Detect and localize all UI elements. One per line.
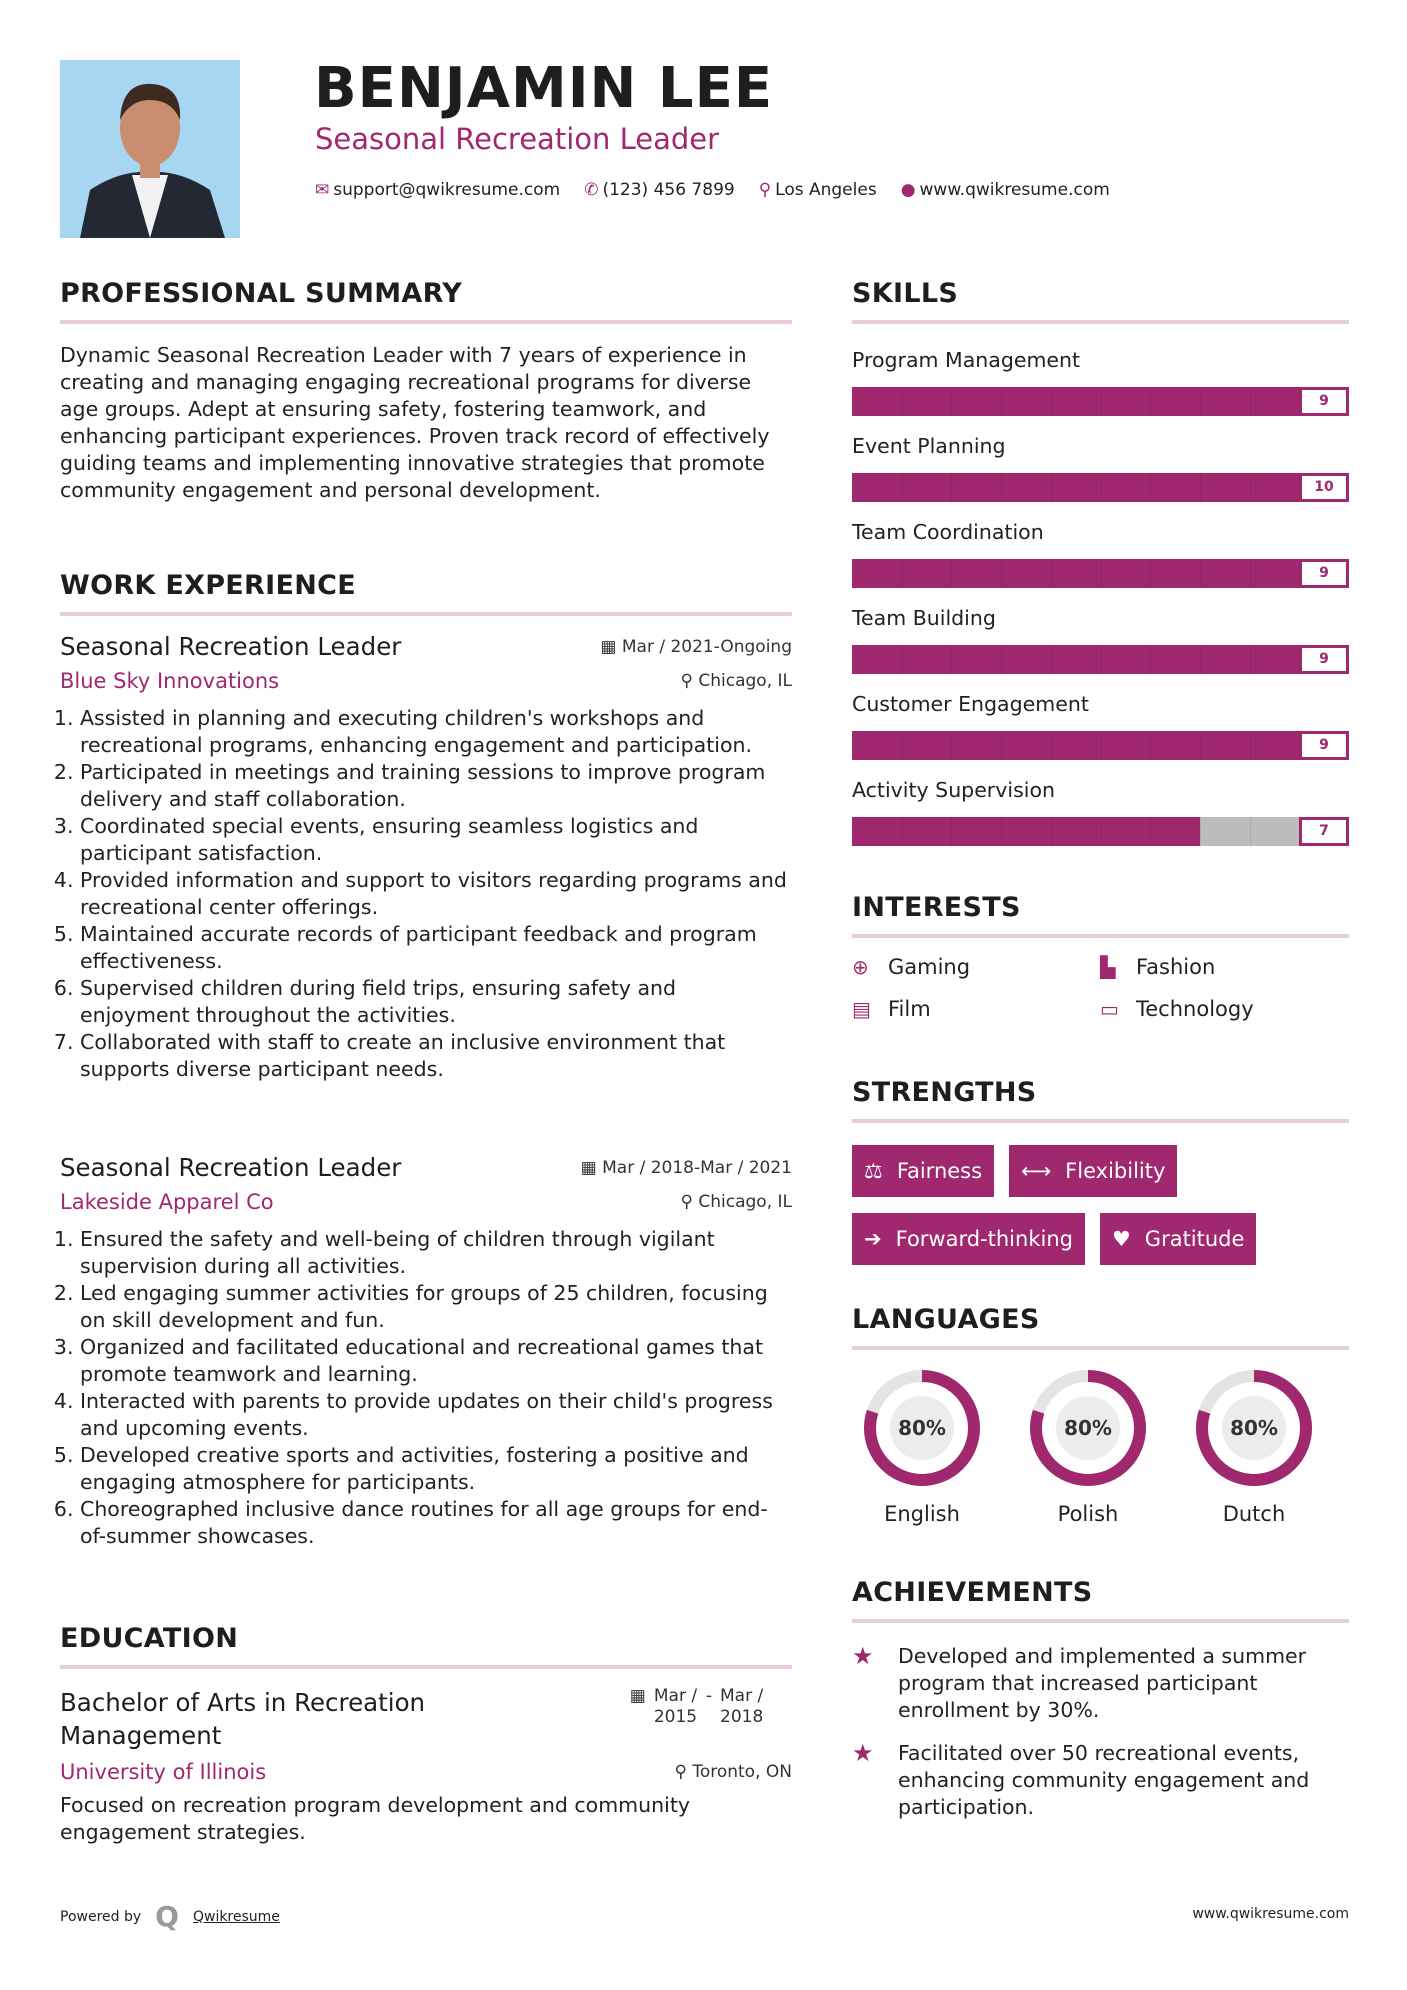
skill-bar-segment <box>951 559 952 588</box>
job-location: Chicago, IL <box>698 671 792 691</box>
list-item: 4. Interacted with parents to provide updates on their child's progress and upcoming events. <box>80 1388 792 1442</box>
powered-by-label: Powered by <box>60 1908 142 1925</box>
edu-description: Focused on recreation program development and community engagement strategies. <box>60 1793 690 1844</box>
date-separator: - <box>705 1686 712 1706</box>
skill-bar-segment <box>1001 387 1002 416</box>
achievement-text: Developed and implemented a summer program that increased participant enrollment by 30%. <box>898 1644 1307 1722</box>
divider <box>60 320 792 324</box>
language-name: English <box>884 1502 960 1526</box>
divider <box>60 1665 792 1669</box>
skill-value: 9 <box>1299 387 1349 416</box>
skill-name: Customer Engagement <box>852 692 1089 716</box>
education-heading: EDUCATION <box>60 1623 239 1654</box>
shooting-star-icon: ★ <box>852 1739 874 1767</box>
skill-bar <box>852 559 1349 588</box>
skill-bar-segment <box>1299 731 1300 760</box>
skill-bar-segment <box>1250 817 1251 846</box>
candidate-title: Seasonal Recreation Leader <box>315 122 720 156</box>
summary-text: Dynamic Seasonal Recreation Leader with 7 years of experience in creating and managing engaging recreational programs for diverse age groups. Adept at ensuring safety, fostering teamwork, and enhancing participant experiences. Proven track record of effectively guiding teams and implementing innovative strategies that promote community engagement and personal development. <box>60 343 770 502</box>
skill-bar-segment <box>1200 473 1201 502</box>
profile-photo <box>60 60 240 238</box>
interest-item <box>1100 997 1348 1021</box>
skill-bar-segment <box>951 473 952 502</box>
skill-bar-segment <box>1200 559 1201 588</box>
skill-bar-segment <box>1150 387 1151 416</box>
calendar-icon: ▦ <box>600 636 622 657</box>
skill-bar-fill <box>852 387 1299 416</box>
list-item: 1. Assisted in planning and executing children's workshops and recreational programs, enhancing engagement and participation. <box>80 705 792 759</box>
contact-bar <box>315 180 1124 200</box>
divider <box>60 612 792 616</box>
interest-label: Fashion <box>1136 955 1216 979</box>
interests-list <box>852 955 1349 1021</box>
skill-bar-fill <box>852 645 1299 674</box>
email[interactable]: support@qwikresume.com <box>333 180 561 200</box>
strength-badge <box>852 1213 1085 1265</box>
language-percent: 80% <box>1064 1416 1112 1440</box>
skill-value: 7 <box>1299 817 1349 846</box>
skill-value: 9 <box>1299 559 1349 588</box>
skill-bar-segment <box>1001 473 1002 502</box>
skill-name: Activity Supervision <box>852 778 1055 802</box>
list-item: 1. Ensured the safety and well-being of children through vigilant supervision during all activities. <box>80 1226 792 1280</box>
skill-bar-segment <box>902 559 903 588</box>
job-title: Seasonal Recreation Leader <box>60 632 402 661</box>
skill-bar-segment <box>1250 473 1251 502</box>
skill-bar <box>852 645 1349 674</box>
skill-bar-fill <box>852 731 1299 760</box>
location: Los Angeles <box>775 180 877 200</box>
degree: Bachelor of Arts in Recreation Management <box>60 1688 426 1750</box>
skill-bar-segment <box>902 473 903 502</box>
language-item <box>1184 1366 1324 1526</box>
skill-item <box>852 686 1349 760</box>
strength-badge <box>852 1145 994 1197</box>
footer-website[interactable]: www.qwikresume.com <box>1192 1906 1349 1922</box>
skill-name: Team Coordination <box>852 520 1044 544</box>
skill-item <box>852 600 1349 674</box>
skill-bar-segment <box>1051 559 1052 588</box>
skill-bar-segment <box>1001 559 1002 588</box>
edu-end: Mar / 2018 <box>720 1686 764 1727</box>
skill-bar-segment <box>1250 645 1251 674</box>
skill-value: 9 <box>1299 731 1349 760</box>
language-name: Polish <box>1057 1502 1119 1526</box>
skill-bar-segment <box>1001 645 1002 674</box>
skill-value: 9 <box>1299 645 1349 674</box>
skill-bar-segment <box>1051 387 1052 416</box>
brand-link[interactable]: Qwikresume <box>192 1908 280 1925</box>
skill-item <box>852 342 1349 416</box>
pin-icon: ⚲ <box>680 1192 699 1212</box>
language-percent: 80% <box>1230 1416 1278 1440</box>
pin-icon: ⚲ <box>674 1762 693 1782</box>
skill-bar-segment <box>1051 473 1052 502</box>
skill-bar-fill <box>852 817 1200 846</box>
shopping-bag-icon: ▙ <box>1100 955 1116 979</box>
job-date: Mar / 2018-Mar / 2021 <box>602 1157 792 1178</box>
list-item: 3. Coordinated special events, ensuring seamless logistics and participant satisfaction. <box>80 813 792 867</box>
skill-bar-segment <box>951 817 952 846</box>
skills-heading: SKILLS <box>852 278 959 309</box>
language-name: Dutch <box>1222 1502 1286 1526</box>
achievements-heading: ACHIEVEMENTS <box>852 1577 1093 1608</box>
divider <box>852 1619 1349 1623</box>
list-item: 6. Supervised children during field trips, ensuring safety and enjoyment throughout the activities. <box>80 975 792 1029</box>
strength-label: Gratitude <box>1144 1227 1245 1251</box>
skill-bar-segment <box>1150 817 1151 846</box>
arrows-h-icon: ⟷ <box>1021 1159 1052 1183</box>
divider <box>852 1346 1349 1350</box>
interests-heading: INTERESTS <box>852 892 1021 923</box>
job-entry <box>60 1153 792 1550</box>
envelope-icon: ✉ <box>315 180 330 200</box>
skill-bar-segment <box>902 645 903 674</box>
skill-bar-segment <box>902 731 903 760</box>
strength-label: Flexibility <box>1065 1159 1166 1183</box>
list-item: 5. Maintained accurate records of participant feedback and program effectiveness. <box>80 921 792 975</box>
skill-bar-segment <box>1299 645 1300 674</box>
laptop-icon: ▭ <box>1100 997 1119 1021</box>
languages-heading: LANGUAGES <box>852 1304 1040 1335</box>
skill-name: Program Management <box>852 348 1081 372</box>
language-item <box>1018 1366 1158 1526</box>
heart-icon: ♥ <box>1111 1227 1131 1251</box>
skill-bar-segment <box>1101 559 1102 588</box>
interest-item <box>852 997 1100 1021</box>
pin-icon: ⚲ <box>680 671 699 691</box>
skill-bar-segment <box>1051 645 1052 674</box>
skill-bar-segment <box>1101 817 1102 846</box>
list-item: 2. Participated in meetings and training sessions to improve program delivery and staff collaboration. <box>80 759 792 813</box>
shooting-star-icon: ★ <box>852 1642 874 1670</box>
phone[interactable]: (123) 456 7899 <box>602 180 735 200</box>
strength-badge <box>1009 1145 1177 1197</box>
skill-bar-segment <box>951 645 952 674</box>
achievements-list <box>852 1643 1349 1837</box>
school: University of Illinois <box>60 1760 267 1784</box>
skill-bar-segment <box>1150 731 1151 760</box>
skill-bar-segment <box>902 817 903 846</box>
achievement-item <box>852 1740 1349 1821</box>
edu-start: Mar / 2015 <box>653 1686 698 1727</box>
map-marker-icon: ⚲ <box>758 180 772 200</box>
skill-bar-segment <box>1299 817 1300 846</box>
strengths-list <box>852 1145 1349 1265</box>
gamepad-icon: ⊕ <box>852 955 869 979</box>
skill-item <box>852 514 1349 588</box>
skill-bar-segment <box>1001 817 1002 846</box>
divider <box>852 934 1349 938</box>
languages-list <box>852 1366 1349 1526</box>
skill-bar <box>852 473 1349 502</box>
skill-value: 10 <box>1299 473 1349 502</box>
work-heading: WORK EXPERIENCE <box>60 570 356 601</box>
skill-bar-segment <box>1150 645 1151 674</box>
company: Lakeside Apparel Co <box>60 1190 274 1214</box>
interest-label: Technology <box>1136 997 1254 1021</box>
achievement-text: Facilitated over 50 recreational events, enhancing community engagement and participation. <box>898 1741 1310 1819</box>
skill-bar-segment <box>1101 387 1102 416</box>
skill-bar-segment <box>1200 731 1201 760</box>
calendar-icon: ▦ <box>629 1686 646 1706</box>
phone-icon: ✆ <box>584 180 599 200</box>
skill-bar-segment <box>1250 731 1251 760</box>
skill-bar-segment <box>1299 473 1300 502</box>
skills-list <box>852 342 1349 858</box>
skill-bar-segment <box>1200 645 1201 674</box>
interest-item <box>1100 955 1348 979</box>
skill-bar-segment <box>1051 731 1052 760</box>
language-item <box>852 1366 992 1526</box>
skill-bar <box>852 731 1349 760</box>
company: Blue Sky Innovations <box>60 669 280 693</box>
calendar-icon: ▦ <box>580 1157 603 1178</box>
film-icon: ▤ <box>852 997 871 1021</box>
list-item: 4. Provided information and support to visitors regarding programs and recreational center offerings. <box>80 867 792 921</box>
skill-bar <box>852 817 1349 846</box>
skill-bar-segment <box>1250 387 1251 416</box>
interest-label: Film <box>888 997 931 1021</box>
skill-bar-segment <box>1001 731 1002 760</box>
arrow-right-icon: ➔ <box>864 1227 882 1251</box>
skill-bar-segment <box>951 387 952 416</box>
job-date: Mar / 2021-Ongoing <box>621 636 792 657</box>
list-item: 3. Organized and facilitated educational and recreational games that promote teamwork and learning. <box>80 1334 792 1388</box>
footer-powered <box>60 1900 280 1933</box>
candidate-name: BENJAMIN LEE <box>314 56 774 121</box>
skill-bar-segment <box>1101 731 1102 760</box>
balance-scale-icon: ⚖ <box>864 1159 883 1183</box>
skill-bar <box>852 387 1349 416</box>
edu-location: Toronto, ON <box>692 1762 792 1782</box>
skill-bar-segment <box>1299 559 1300 588</box>
skill-bar-fill <box>852 559 1299 588</box>
skill-bar-segment <box>951 731 952 760</box>
skill-item <box>852 772 1349 846</box>
skill-bar-segment <box>1101 473 1102 502</box>
language-percent: 80% <box>898 1416 946 1440</box>
list-item: 7. Collaborated with staff to create an inclusive environment that supports diverse participant needs. <box>80 1029 792 1083</box>
job-location: Chicago, IL <box>698 1192 792 1212</box>
divider <box>852 1119 1349 1123</box>
divider <box>852 320 1349 324</box>
skill-name: Team Building <box>852 606 996 630</box>
strength-badge <box>1100 1213 1256 1265</box>
skill-bar-segment <box>1250 559 1251 588</box>
summary-heading: PROFESSIONAL SUMMARY <box>60 278 463 309</box>
list-item: 6. Choreographed inclusive dance routines for all age groups for end-of-summer showcases. <box>80 1496 792 1550</box>
strengths-heading: STRENGTHS <box>852 1077 1037 1108</box>
list-item: 2. Led engaging summer activities for groups of 25 children, focusing on skill development and fun. <box>80 1280 792 1334</box>
education-entry <box>60 1686 792 1846</box>
skill-bar-segment <box>1200 387 1201 416</box>
job-duties <box>60 1226 792 1550</box>
skill-bar-segment <box>1150 559 1151 588</box>
interest-label: Gaming <box>888 955 971 979</box>
skill-bar-segment <box>1051 817 1052 846</box>
strength-label: Fairness <box>896 1159 983 1183</box>
strength-label: Forward-thinking <box>895 1227 1073 1251</box>
job-duties <box>60 705 792 1083</box>
job-title: Seasonal Recreation Leader <box>60 1153 402 1182</box>
skill-bar-segment <box>1101 645 1102 674</box>
qwikresume-logo-icon: Q <box>155 1900 179 1933</box>
skill-bar-segment <box>902 387 903 416</box>
skill-bar-segment <box>1200 817 1201 846</box>
list-item: 5. Developed creative sports and activities, fostering a positive and engaging atmosphere for participants. <box>80 1442 792 1496</box>
achievement-item <box>852 1643 1349 1724</box>
skill-name: Event Planning <box>852 434 1006 458</box>
skill-item <box>852 428 1349 502</box>
skill-bar-segment <box>1299 387 1300 416</box>
globe-icon: ● <box>900 180 916 200</box>
job-entry <box>60 632 792 1083</box>
website[interactable]: www.qwikresume.com <box>919 180 1110 200</box>
skill-bar-segment <box>1150 473 1151 502</box>
interest-item <box>852 955 1100 979</box>
